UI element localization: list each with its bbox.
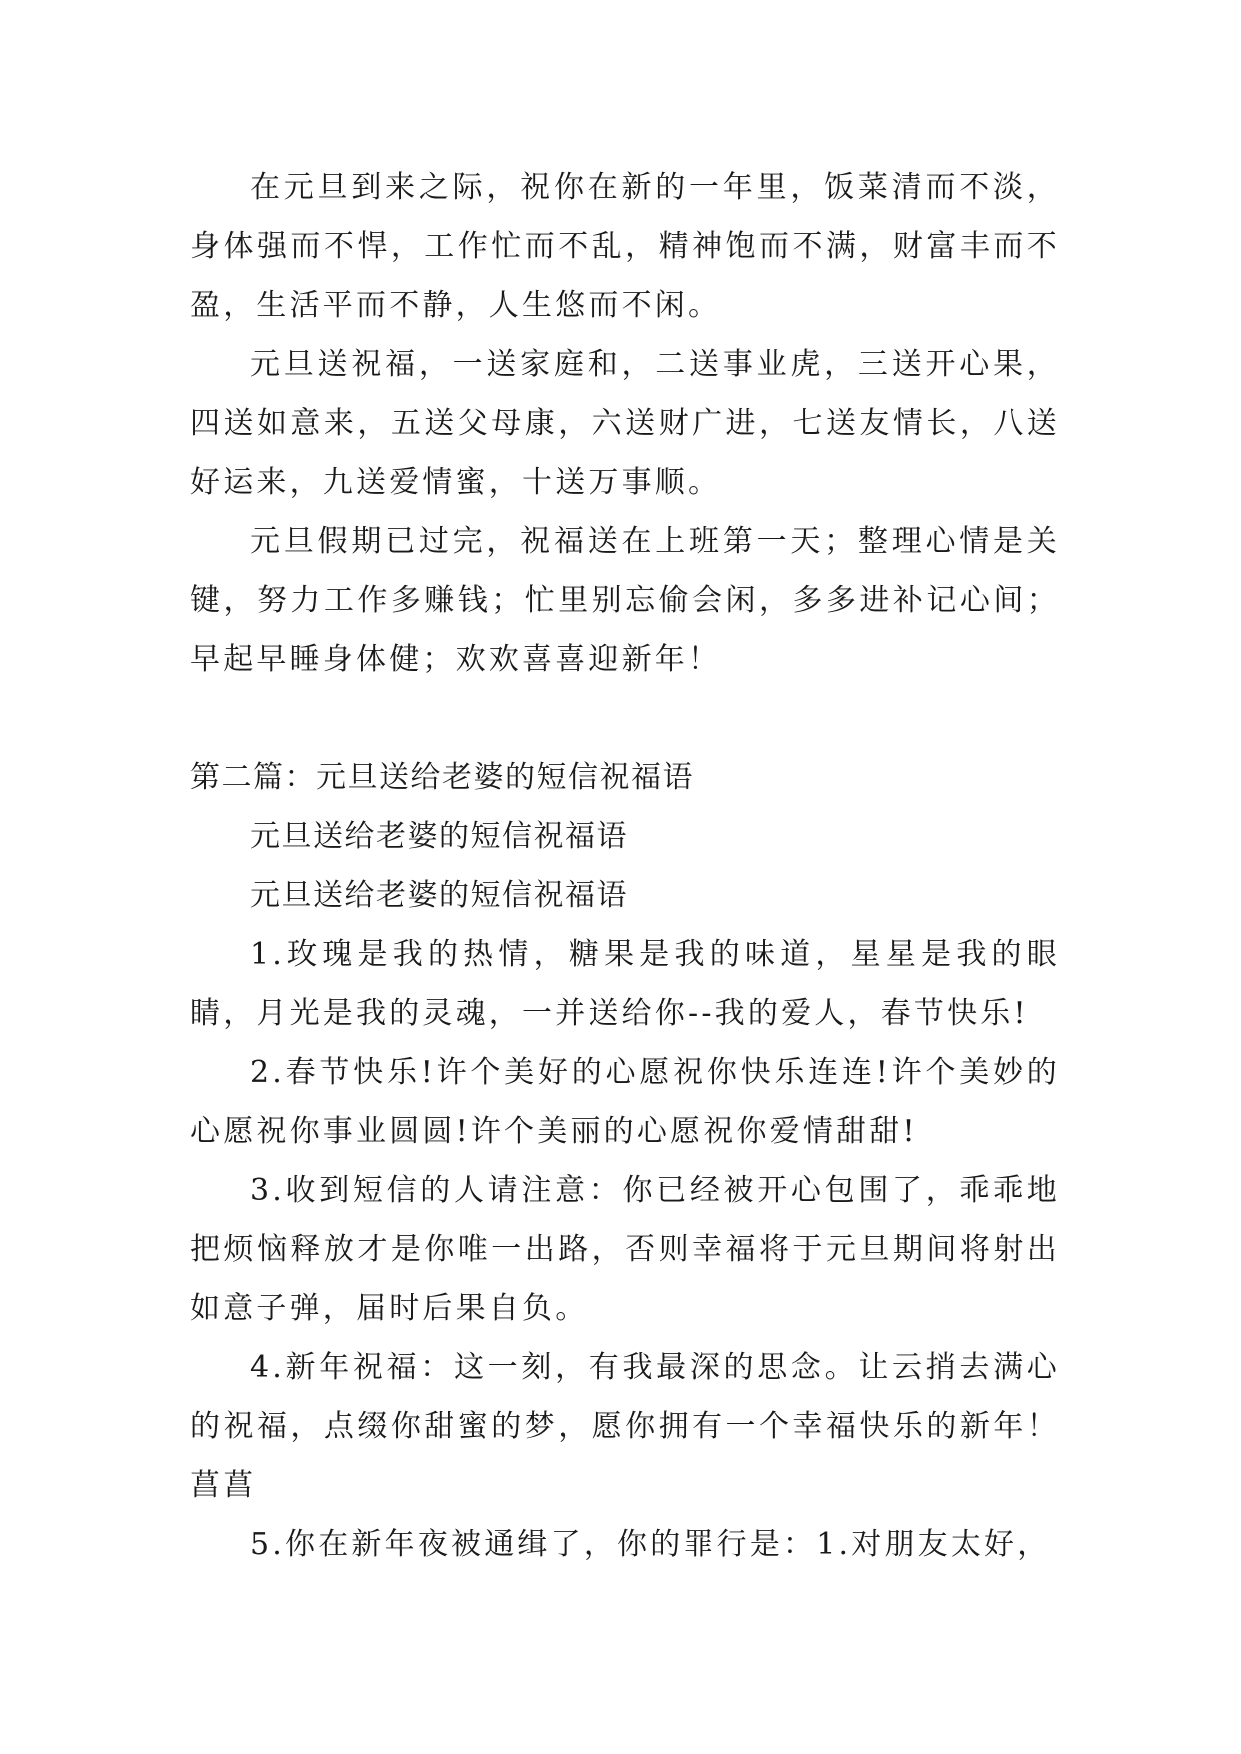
- list-item: 1.玫瑰是我的热情，糖果是我的味道，星星是我的眼睛，月光是我的灵魂，一并送给你--我的爱人，春节快乐!: [190, 937, 1060, 1031]
- paragraph: 在元旦到来之际，祝你在新的一年里，饭菜清而不淡，身体强而不悍，工作忙而不乱，精神饱而不满，财富丰而不盈，生活平而不静，人生悠而不闲。: [190, 170, 1060, 323]
- subtitle: 元旦送给老婆的短信祝福语: [250, 819, 628, 854]
- paragraph: 元旦假期已过完，祝福送在上班第一天；整理心情是关键，努力工作多赚钱；忙里别忘偷会闲，多多进补记心间；早起早睡身体健；欢欢喜喜迎新年！: [190, 524, 1060, 677]
- blank-line: [190, 689, 1060, 748]
- document-page: [190, 158, 1060, 1574]
- list-item: 4.新年祝福：这一刻，有我最深的思念。让云捎去满心的祝福，点缀你甜蜜的梦，愿你拥有一个幸福快乐的新年！菖菖: [190, 1350, 1060, 1503]
- subtitle: 元旦送给老婆的短信祝福语: [250, 878, 628, 913]
- section-heading: 第二篇：元旦送给老婆的短信祝福语: [190, 760, 694, 795]
- paragraph: 元旦送祝福，一送家庭和，二送事业虎，三送开心果，四送如意来，五送父母康，六送财广进，七送友情长，八送好运来，九送爱情蜜，十送万事顺。: [190, 347, 1060, 500]
- list-item: 3.收到短信的人请注意：你已经被开心包围了，乖乖地把烦恼释放才是你唯一出路，否则幸福将于元旦期间将射出如意子弹，届时后果自负。: [190, 1173, 1060, 1326]
- list-item: 5.你在新年夜被通缉了，你的罪行是：1.对朋友太好，: [250, 1527, 1051, 1562]
- list-item: 2.春节快乐!许个美好的心愿祝你快乐连连!许个美妙的心愿祝你事业圆圆!许个美丽的心愿祝你爱情甜甜!: [190, 1055, 1060, 1149]
